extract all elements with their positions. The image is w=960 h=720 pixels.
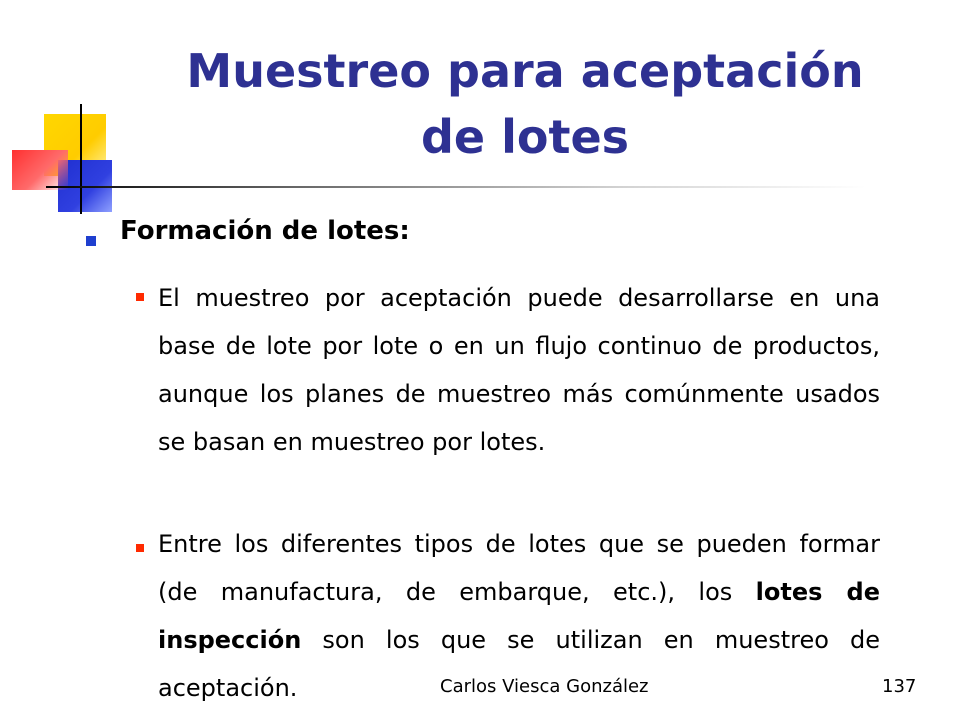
title-line-2: de lotes [420,110,630,164]
slide-title [120,38,930,170]
square-bullet-icon [136,293,144,301]
decorative-vertical-line [80,104,82,214]
square-bullet-icon [136,544,144,552]
title-underline [46,186,866,188]
section-heading: Formación de lotes: [120,216,410,246]
page-number: 137 [882,676,917,697]
paragraph-2-text-end: son los que se utilizan en muestreo de aceptación. [158,626,880,702]
title-line-1: Muestreo para aceptación [186,44,864,98]
decorative-red-square [12,150,68,190]
square-bullet-icon [86,236,96,246]
paragraph-2-bold-term: lotes de inspección [158,578,881,654]
paragraph-2-text-start: Entre los diferentes tipos de lotes que se pueden formar (de manufactura, de embarque, etc.), los [158,530,880,606]
bullet-paragraph-1: El muestreo por aceptación puede desarrollarse en una base de lote por lote o en un flujo continuo de productos, aunque los planes de muestreo más comúnmente usados se basan en muestreo por lotes. [158,284,880,456]
footer-author: Carlos Viesca González [440,676,649,697]
